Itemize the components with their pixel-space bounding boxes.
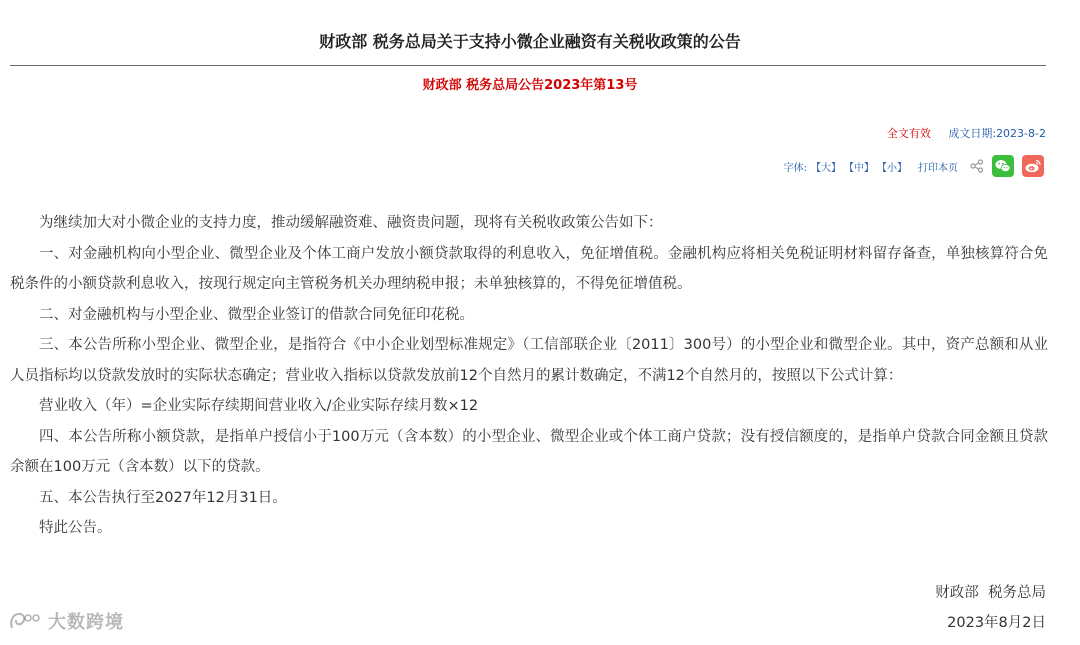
watermark-text: 大数跨境 xyxy=(48,612,124,633)
font-size-medium-link[interactable]: 【中】 xyxy=(844,162,874,174)
issuing-authority: 财政部 税务总局 xyxy=(935,585,1046,601)
page-toolbar xyxy=(784,154,1044,178)
print-page-link[interactable]: 打印本页 xyxy=(918,162,958,174)
share-icon[interactable] xyxy=(970,159,984,173)
paragraph-item-3: 三、本公告所称小型企业、微型企业，是指符合《中小企业划型标准规定》（工信部联企业〔2011〕300号）的小型企业和微型企业。其中，资产总额和从业人员指标均以贷款发放时的实际状态确定；营业收入指标以贷款发放前12个自然月的累计数确定，不满12个自然月的，按照以下公式计算： xyxy=(10,337,1048,384)
title-divider xyxy=(10,65,1046,66)
document-number: 财政部 税务总局公告2023年第13号 xyxy=(422,78,638,93)
paragraph-item-1: 一、对金融机构向小型企业、微型企业及个体工商户发放小额贷款取得的利息收入，免征增值税。金融机构应将相关免税证明材料留存备查，单独核算符合免税条件的小额贷款利息收入，按现行规定向主管税务机关办理纳税申报；未单独核算的，不得免征增值税。 xyxy=(10,245,1048,292)
page-title: 财政部 税务总局关于支持小微企业融资有关税收政策的公告 xyxy=(319,32,741,51)
paragraph-formula: 营业收入（年）=企业实际存续期间营业收入/企业实际存续月数×12 xyxy=(39,398,479,414)
weibo-icon[interactable] xyxy=(1022,155,1044,177)
paragraph-item-5: 五、本公告执行至2027年12月31日。 xyxy=(39,489,287,506)
signature-block xyxy=(935,578,1046,638)
issue-date-value: 2023-8-2 xyxy=(996,127,1046,140)
font-size-label: 字体: xyxy=(783,162,807,174)
paragraph-intro: 为继续加大对小微企业的支持力度，推动缓解融资难、融资贵问题，现将有关税收政策公告如下： xyxy=(39,215,663,231)
watermark xyxy=(8,608,124,634)
font-size-large-link[interactable]: 【大】 xyxy=(811,162,841,174)
validity-status: 全文有效 xyxy=(886,127,931,140)
paragraph-closing: 特此公告。 xyxy=(39,520,112,536)
signature-date: 2023年8月2日 xyxy=(947,615,1046,631)
document-body xyxy=(10,208,1048,544)
issue-date-label: 成文日期: xyxy=(948,127,997,140)
watermark-logo-icon xyxy=(8,610,42,632)
paragraph-item-2: 二、对金融机构与小型企业、微型企业签订的借款合同免征印花税。 xyxy=(39,306,474,323)
wechat-icon[interactable] xyxy=(992,155,1014,177)
document-meta xyxy=(887,126,1046,142)
font-size-small-link[interactable]: 【小】 xyxy=(877,162,907,174)
paragraph-item-4: 四、本公告所称小额贷款，是指单户授信小于100万元（含本数）的小型企业、微型企业或个体工商户贷款；没有授信额度的，是指单户贷款合同金额且贷款余额在100万元（含本数）以下的贷款。 xyxy=(10,428,1048,475)
